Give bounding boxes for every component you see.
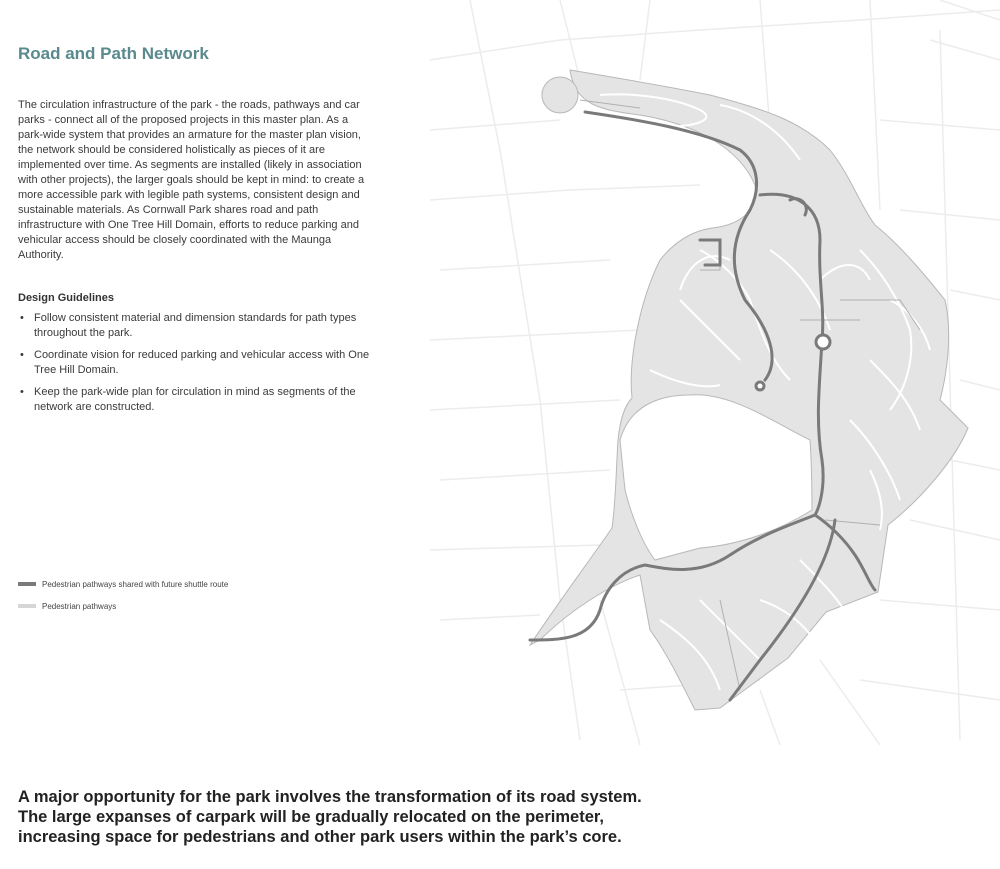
legend-label: Pedestrian pathways shared with future shuttle route xyxy=(42,579,229,589)
shuttle-route-swatch xyxy=(18,582,36,586)
summary-statement: A major opportunity for the park involves the transformation of its road system. The large expanses of carpark will be gradually relocated on the perimeter, increasing space for pedestrians and other park users within the park’s core. xyxy=(18,788,642,846)
list-item: • Coordinate vision for reduced parking and vehicular access with One Tree Hill Domain. xyxy=(18,348,378,378)
list-item: • Keep the park-wide plan for circulation in mind as segments of the network are constructed. xyxy=(18,385,378,415)
legend-item-shuttle xyxy=(18,579,228,589)
page-title: Road and Path Network xyxy=(18,44,209,63)
design-guidelines-heading: Design Guidelines xyxy=(18,292,114,304)
legend-item-pathway xyxy=(18,601,228,611)
pathway-swatch xyxy=(18,604,36,608)
list-item: • Follow consistent material and dimension standards for path types throughout the park. xyxy=(18,311,378,341)
map-legend xyxy=(18,579,228,623)
legend-label: Pedestrian pathways xyxy=(42,601,117,611)
intro-paragraph: The circulation infrastructure of the park - the roads, pathways and car parks - connect all of the proposed projects in this master plan. As a park-wide system that provides an armature for the master plan vision, the network should be considered holistically as pieces of it are implemented over time. As segments are installed (likely in association with other projects), the larger goals should be kept in mind: to create a more accessible park with legible path systems, consistent design and sustainable materials. As Cornwall Park shares road and path infrastructure with One Tree Hill Domain, efforts to reduce parking and vehicular access should be closely coordinated with the Maunga Authority. xyxy=(18,99,365,261)
design-guidelines-list xyxy=(18,311,378,422)
